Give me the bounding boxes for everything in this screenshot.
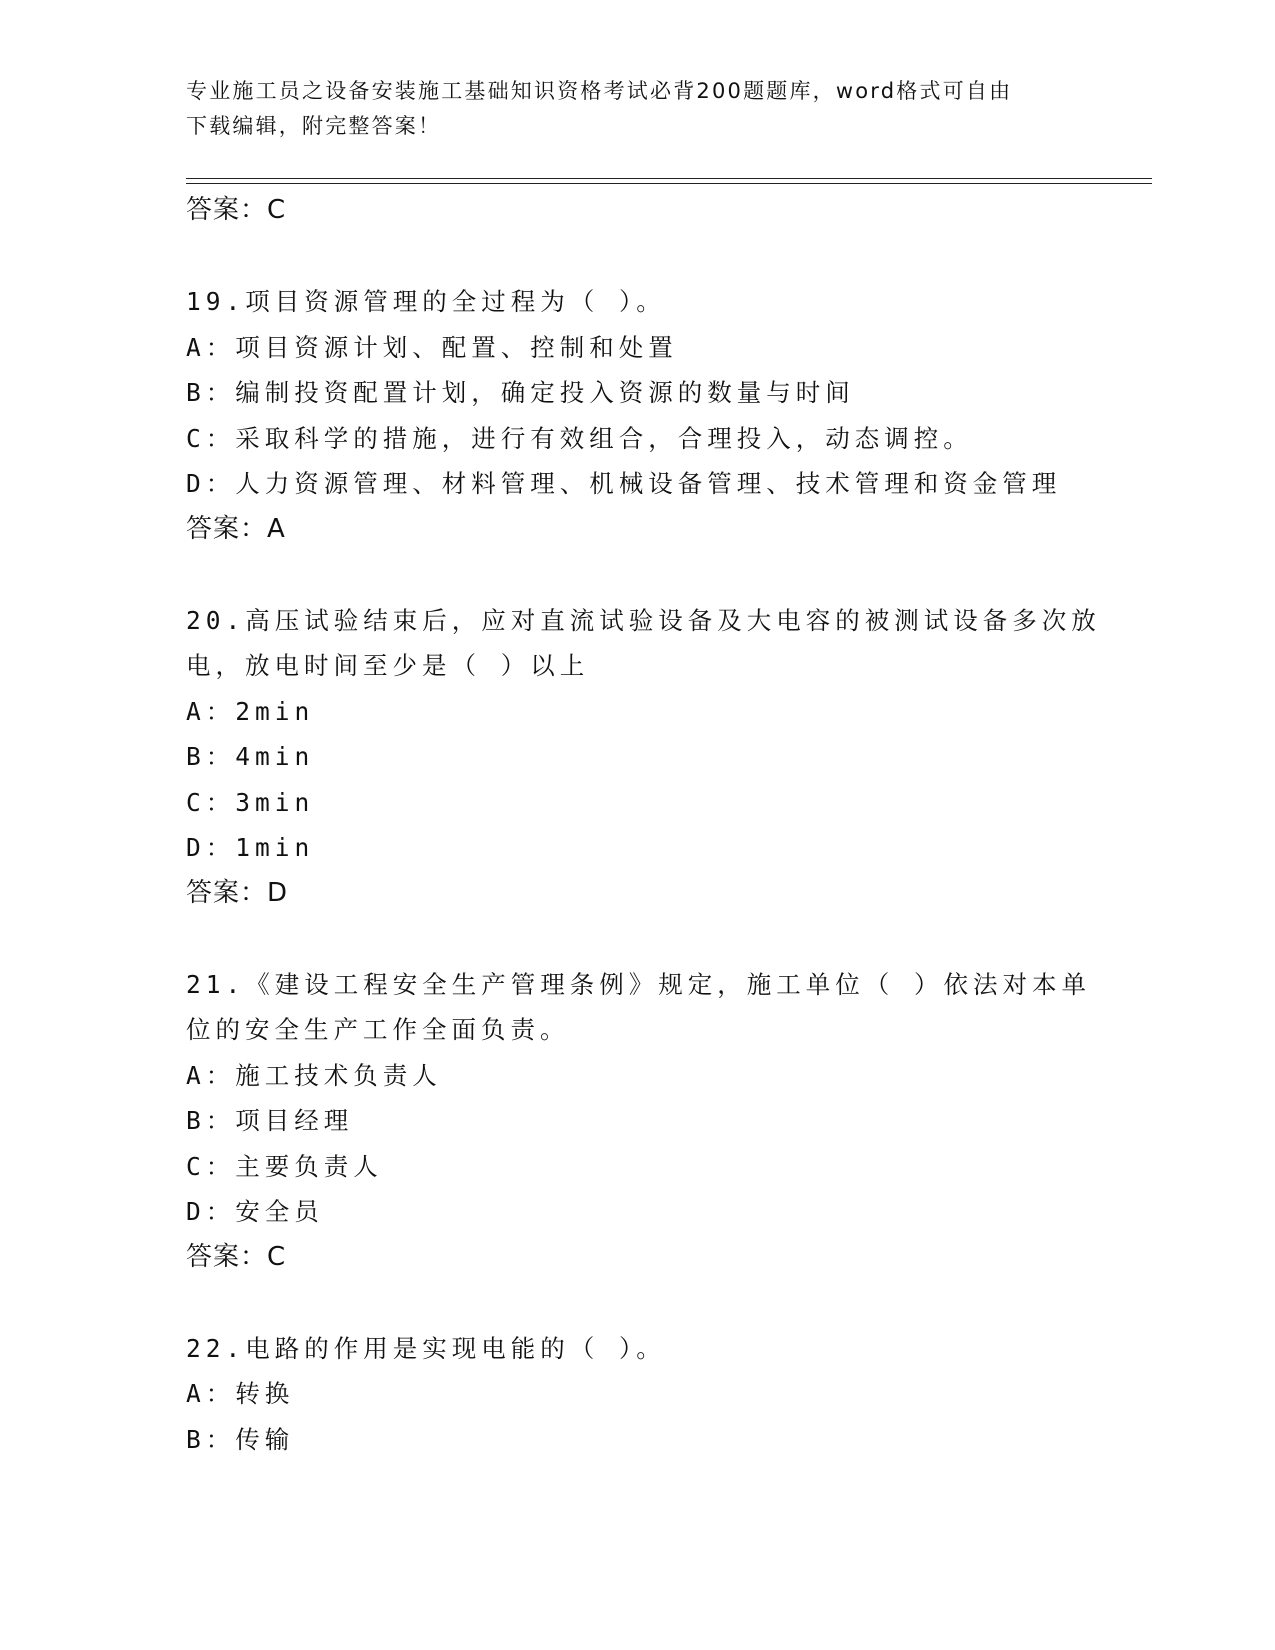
question-block [186, 598, 1101, 917]
answer-line: 答案：A [186, 513, 286, 544]
option-a: A：施工技术负责人 [186, 1060, 442, 1090]
option-d: D：安全员 [186, 1197, 324, 1226]
option-d: D：1min [186, 833, 315, 862]
answer-line: 答案：D [186, 877, 289, 908]
spacer [186, 1280, 1086, 1326]
answer-line: 答案：C [186, 1241, 287, 1272]
option-b: B：编制投资配置计划，确定投入资源的数量与时间 [186, 378, 855, 407]
option-c: C：3min [186, 787, 315, 817]
header-line-2: 下载编辑，附完整答案！ [186, 114, 442, 138]
question-block [186, 1326, 1086, 1463]
question-text-continued: 电，放电时间至少是（ ）以上 [186, 651, 590, 680]
question-block [186, 279, 1086, 552]
header-rule-top [186, 178, 1152, 179]
question-text: 22.电路的作用是实现电能的（ ）。 [186, 1333, 666, 1363]
question-text-continued: 位的安全生产工作全面负责。 [186, 1015, 570, 1044]
spacer [186, 916, 1086, 962]
document-header [186, 74, 1066, 144]
document-body [186, 188, 1101, 1462]
question-text: 20.高压试验结束后，应对直流试验设备及大电容的被测试设备多次放 [186, 605, 1101, 635]
question-text: 19.项目资源管理的全过程为（ ）。 [186, 287, 666, 316]
spacer [186, 552, 1086, 598]
option-b: B：4min [186, 742, 315, 771]
option-b: B：传输 [186, 1424, 295, 1454]
option-c: C：采取科学的措施，进行有效组合，合理投入，动态调控。 [186, 423, 973, 453]
option-a: A：项目资源计划、配置、控制和处置 [186, 332, 678, 362]
option-a: A：2min [186, 696, 315, 726]
answer-line: 答案：C [186, 195, 287, 225]
header-rule-bottom [186, 183, 1152, 184]
header-line-1: 专业施工员之设备安装施工基础知识资格考试必背200题题库，word格式可自由 [186, 79, 1013, 103]
question-block [186, 962, 1091, 1281]
option-d: D：人力资源管理、材料管理、机械设备管理、技术管理和资金管理 [186, 469, 1062, 498]
option-b: B：项目经理 [186, 1106, 354, 1135]
spacer [186, 234, 1086, 280]
option-a: A：转换 [186, 1379, 295, 1408]
question-text: 21.《建设工程安全生产管理条例》规定，施工单位（ ）依法对本单 [186, 969, 1091, 999]
option-c: C：主要负责人 [186, 1151, 383, 1181]
